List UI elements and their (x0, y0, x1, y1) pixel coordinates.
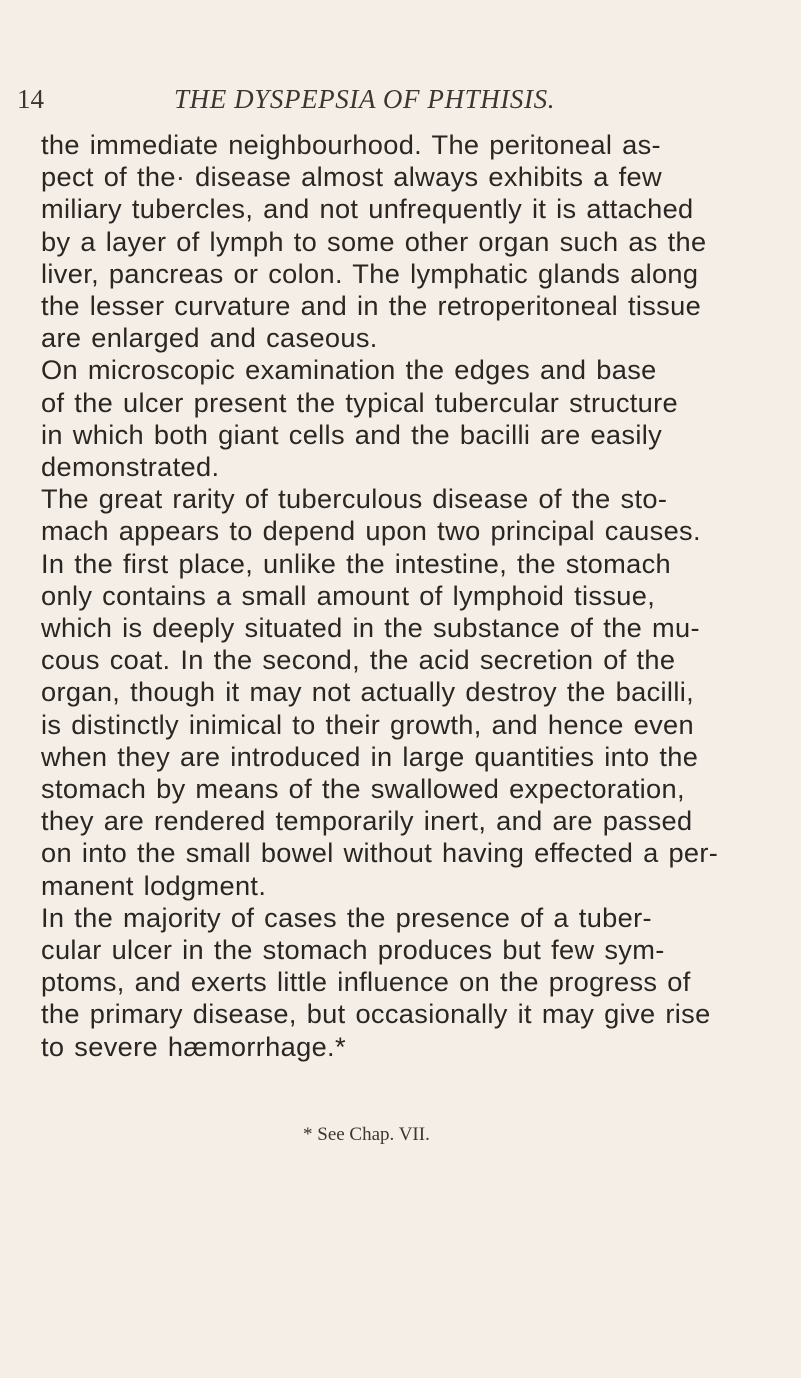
text-line: in which both giant cells and the bacilli are easily (41, 418, 663, 450)
text-line: cous coat. In the second, the acid secretion of the (41, 644, 676, 676)
text-line: to severe hæmorrhage.* (41, 1030, 346, 1062)
text-line: On microscopic examination the edges and base (41, 354, 657, 386)
page-header (0, 80, 801, 120)
text-line: demonstrated. (41, 451, 220, 483)
page-number: 14 (17, 84, 44, 114)
text-line: by a layer of lymph to some other organ such as the (41, 225, 707, 257)
text-line: on into the small bowel without having effected a per- (41, 837, 719, 869)
text-line: In the first place, unlike the intestine, the stomach (41, 547, 671, 579)
running-title: THE DYSPEPSIA OF PHTHISIS. (174, 84, 556, 114)
body-text (41, 129, 781, 1063)
text-line: manent lodgment. (41, 869, 267, 901)
footnote: * See Chap. VII. (303, 1124, 430, 1145)
text-line: are enlarged and caseous. (41, 322, 378, 354)
text-line: miliary tubercles, and not unfrequently it is attached (41, 193, 694, 225)
text-line: organ, though it may not actually destroy the bacilli, (41, 676, 695, 708)
text-line: which is deeply situated in the substance of the mu- (41, 612, 700, 644)
text-line: only contains a small amount of lymphoid tissue, (41, 579, 656, 611)
text-line: pect of the· disease almost always exhibits a few (41, 161, 662, 193)
text-line: the immediate neighbourhood. The peritoneal as- (41, 129, 661, 160)
text-line: In the majority of cases the presence of a tuber- (41, 901, 652, 933)
text-line: The great rarity of tuberculous disease of the sto- (41, 483, 668, 515)
text-line: when they are introduced in large quantities into the (41, 740, 699, 772)
text-line: of the ulcer present the typical tubercular structure (41, 386, 679, 418)
text-line: stomach by means of the swallowed expectoration, (41, 773, 685, 805)
text-line: the primary disease, but occasionally it may give rise (41, 998, 711, 1030)
text-line: the lesser curvature and in the retroperitoneal tissue (41, 290, 702, 322)
text-line: liver, pancreas or colon. The lymphatic glands along (41, 257, 699, 289)
text-line: ptoms, and exerts little influence on the progress of (41, 966, 691, 998)
text-line: they are rendered temporarily inert, and are passed (41, 805, 693, 837)
text-line: mach appears to depend upon two principal causes. (41, 515, 701, 547)
text-line: is distinctly inimical to their growth, and hence even (41, 708, 694, 740)
text-line: cular ulcer in the stomach produces but few sym- (41, 934, 665, 966)
